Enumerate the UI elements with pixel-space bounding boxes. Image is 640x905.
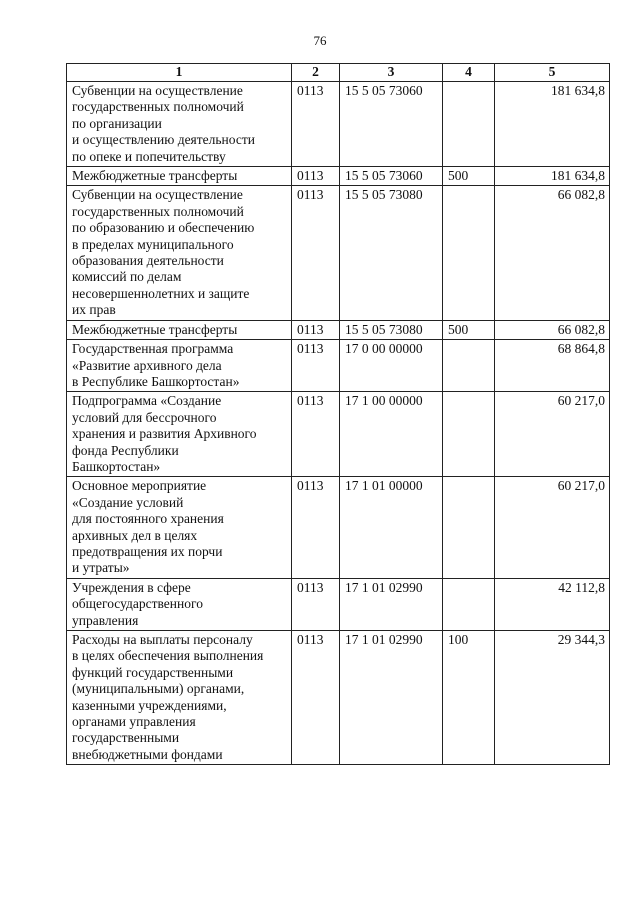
row-amount-cell: 66 082,8 [495,186,610,320]
row-name-cell: Субвенции на осуществление государственных полномочий по организации и осуществлению деятельности по опеке и попечительству [67,82,292,167]
row-expense-type-cell [443,340,495,392]
header-row [67,64,610,82]
row-name-cell: Межбюджетные трансферты [67,167,292,186]
row-section-cell: 0113 [292,392,340,477]
row-expense-type-cell [443,578,495,630]
table-row [67,167,610,186]
header-cell-2: 2 [292,64,340,82]
row-expense-type-cell [443,82,495,167]
row-target-cell: 17 0 00 00000 [340,340,443,392]
table-body [67,82,610,765]
table-row [67,392,610,477]
row-expense-type-cell: 100 [443,631,495,765]
row-target-cell: 15 5 05 73080 [340,186,443,320]
row-section-cell: 0113 [292,167,340,186]
row-expense-type-cell [443,477,495,578]
table-row [67,320,610,339]
row-name-cell: Расходы на выплаты персоналу в целях обеспечения выполнения функций государственными (муниципальными) органами, казенными учреждениями, органами управления государственными внебюджетными фондами [67,631,292,765]
row-expense-type-cell: 500 [443,167,495,186]
row-section-cell: 0113 [292,477,340,578]
row-amount-cell: 181 634,8 [495,167,610,186]
row-name-cell: Субвенции на осуществление государственных полномочий по образованию и обеспечению в пределах муниципального образования деятельности комиссий по делам несовершеннолетних и защите их прав [67,186,292,320]
row-section-cell: 0113 [292,320,340,339]
header-cell-4: 4 [443,64,495,82]
row-expense-type-cell [443,392,495,477]
row-section-cell: 0113 [292,186,340,320]
row-target-cell: 15 5 05 73060 [340,167,443,186]
header-cell-3: 3 [340,64,443,82]
row-section-cell: 0113 [292,340,340,392]
row-name-cell: Межбюджетные трансферты [67,320,292,339]
row-name-cell: Государственная программа «Развитие архивного дела в Республике Башкортостан» [67,340,292,392]
header-cell-5: 5 [495,64,610,82]
row-target-cell: 17 1 01 02990 [340,578,443,630]
row-amount-cell: 29 344,3 [495,631,610,765]
row-amount-cell: 42 112,8 [495,578,610,630]
row-name-cell: Учреждения в сфере общегосударственного управления [67,578,292,630]
row-amount-cell: 60 217,0 [495,392,610,477]
row-amount-cell: 66 082,8 [495,320,610,339]
page-number: 76 [313,33,327,48]
budget-table [66,63,610,765]
row-section-cell: 0113 [292,631,340,765]
table-row [67,340,610,392]
table-row [67,186,610,320]
header-cell-1: 1 [67,64,292,82]
row-section-cell: 0113 [292,82,340,167]
row-target-cell: 17 1 01 00000 [340,477,443,578]
row-name-cell: Основное мероприятие «Создание условий для постоянного хранения архивных дел в целях предотвращения их порчи и утраты» [67,477,292,578]
row-target-cell: 17 1 00 00000 [340,392,443,477]
row-expense-type-cell [443,186,495,320]
row-amount-cell: 181 634,8 [495,82,610,167]
row-amount-cell: 68 864,8 [495,340,610,392]
table-row [67,631,610,765]
row-target-cell: 17 1 01 02990 [340,631,443,765]
table-row [67,578,610,630]
table-row [67,82,610,167]
row-section-cell: 0113 [292,578,340,630]
row-expense-type-cell: 500 [443,320,495,339]
row-target-cell: 15 5 05 73080 [340,320,443,339]
row-target-cell: 15 5 05 73060 [340,82,443,167]
row-name-cell: Подпрограмма «Создание условий для бессрочного хранения и развития Архивного фонда Республики Башкортостан» [67,392,292,477]
table-row [67,477,610,578]
row-amount-cell: 60 217,0 [495,477,610,578]
